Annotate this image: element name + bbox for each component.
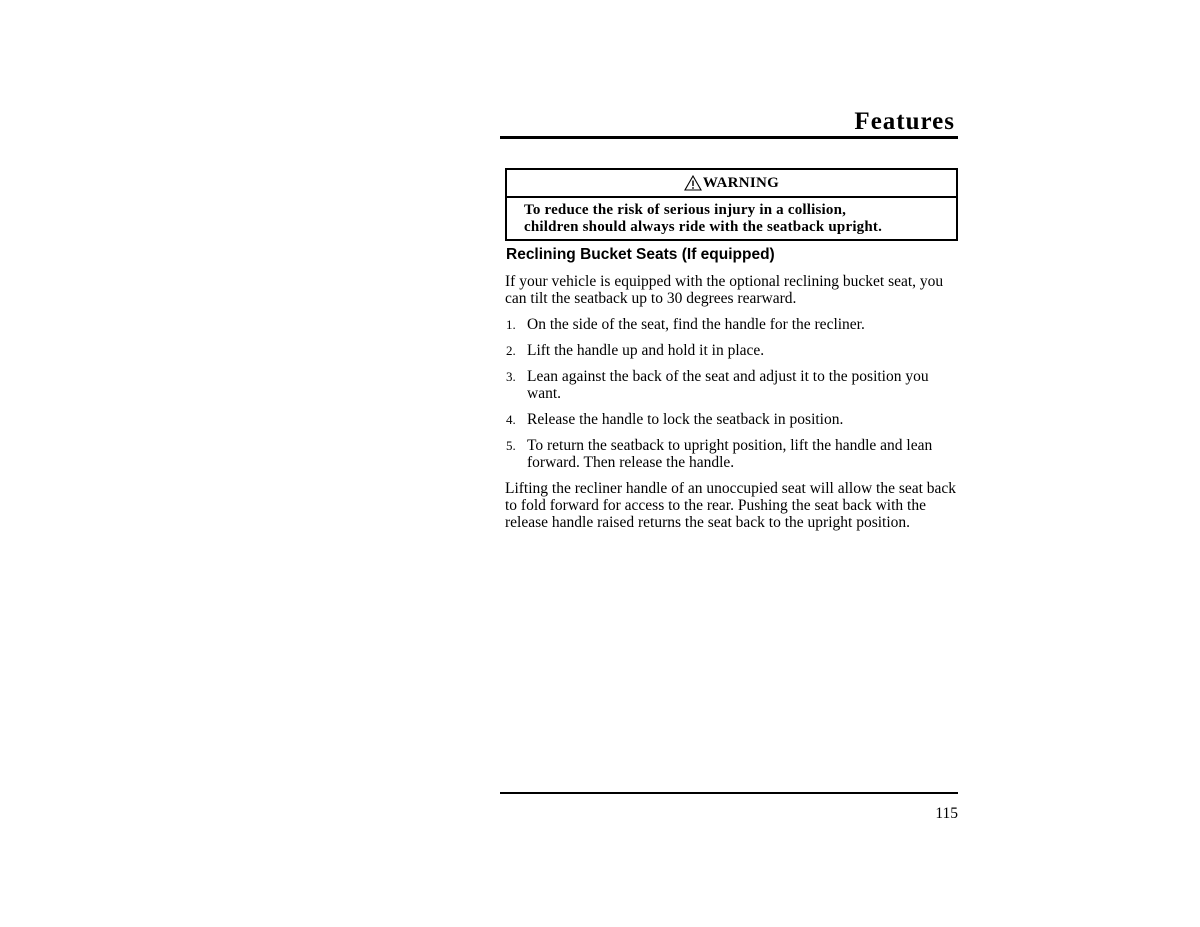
page-number: 115	[935, 805, 958, 822]
step-text: On the side of the seat, find the handle for the recliner.	[527, 316, 865, 333]
warning-header	[507, 170, 956, 198]
warning-triangle-icon	[684, 175, 702, 191]
warning-label: WARNING	[702, 174, 780, 191]
section-heading: Reclining Bucket Seats (If equipped)	[506, 246, 775, 263]
step-text: Lift the handle up and hold it in place.	[527, 342, 765, 359]
list-item	[505, 368, 960, 402]
warning-box	[505, 168, 958, 241]
warning-line: children should always ride with the seatback upright.	[524, 219, 883, 235]
steps-list	[505, 316, 960, 471]
list-item	[505, 411, 960, 428]
warning-body	[507, 198, 956, 239]
step-number: 2.	[506, 343, 516, 358]
step-number: 1.	[506, 317, 516, 332]
step-number: 5.	[506, 438, 516, 453]
list-item	[505, 342, 960, 359]
step-number: 3.	[506, 369, 516, 384]
list-item	[505, 316, 960, 333]
step-number: 4.	[506, 412, 516, 427]
intro-paragraph: If your vehicle is equipped with the optional reclining bucket seat, you can tilt the seatback up to 30 degrees rearward.	[505, 273, 944, 307]
section-title: Features	[854, 108, 955, 135]
step-text: Release the handle to lock the seatback in position.	[527, 411, 844, 428]
footer-rule	[500, 792, 958, 794]
list-item	[505, 437, 960, 471]
closing-paragraph: Lifting the recliner handle of an unoccupied seat will allow the seat back to fold forward for access to the rear. Pushing the seat back with the release handle raised returns the seat back to the upright position.	[505, 480, 957, 531]
section-content	[505, 273, 960, 531]
step-text: Lean against the back of the seat and adjust it to the position you want.	[527, 368, 929, 402]
step-text: To return the seatback to upright position, lift the handle and lean forward. Then release the handle.	[527, 437, 933, 471]
header-rule	[500, 136, 958, 139]
warning-line: To reduce the risk of serious injury in a collision,	[524, 202, 847, 218]
